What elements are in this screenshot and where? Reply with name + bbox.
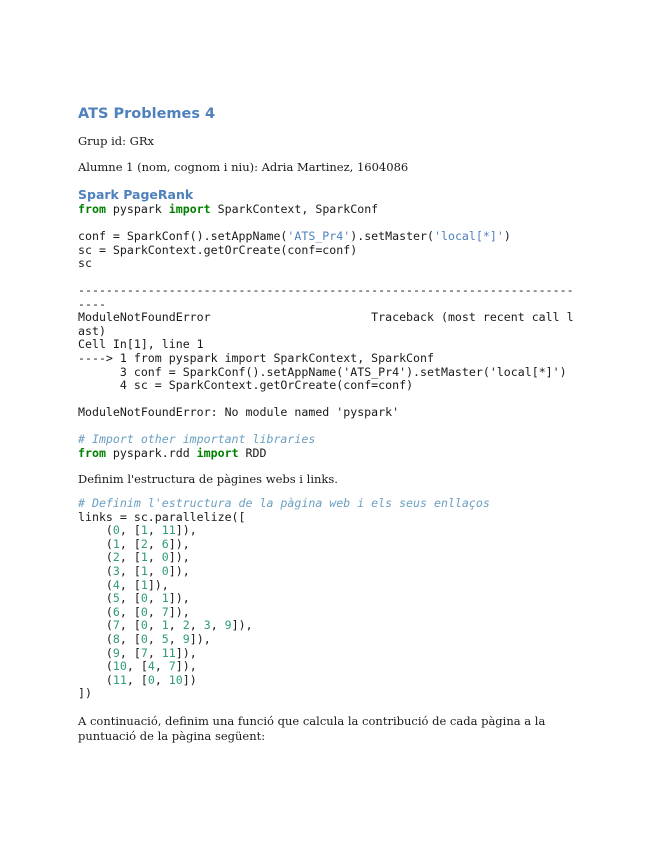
code-text: , [ <box>119 564 141 579</box>
code-text: , [ <box>126 659 148 674</box>
code-text: sc = SparkContext.getOrCreate(conf=conf) <box>78 242 358 257</box>
link-tuple <box>78 632 211 646</box>
number-literal: 0 <box>147 672 155 687</box>
notebook-page <box>78 104 578 744</box>
number-literal: 1 <box>112 536 120 551</box>
number-literal: 5 <box>161 632 169 647</box>
number-literal: 3 <box>203 618 211 633</box>
link-tuple <box>78 523 197 537</box>
link-tuple <box>78 659 197 673</box>
code-text: , [ <box>119 591 141 606</box>
link-tuple <box>78 537 190 551</box>
code-text: ( <box>78 577 113 592</box>
link-tuple <box>78 550 190 564</box>
link-tuple <box>78 591 190 605</box>
number-literal: 11 <box>112 672 127 687</box>
number-literal: 8 <box>112 632 120 647</box>
number-literal: 10 <box>112 659 127 674</box>
code-text: , <box>168 632 183 647</box>
number-literal: 2 <box>112 550 120 565</box>
link-tuple <box>78 673 197 687</box>
code-text: , <box>147 618 162 633</box>
number-literal: 0 <box>112 523 120 538</box>
code-text: , <box>147 604 162 619</box>
number-literal: 10 <box>168 672 183 687</box>
code-text: , [ <box>119 632 141 647</box>
code-text: ]), <box>231 618 253 633</box>
number-literal: 7 <box>140 645 148 660</box>
keyword: import <box>196 445 239 460</box>
code-text: pyspark <box>105 202 169 216</box>
code-text: , [ <box>119 550 141 565</box>
number-literal: 11 <box>161 523 176 538</box>
keyword: import <box>168 202 211 216</box>
code-text: ( <box>78 550 113 565</box>
number-literal: 0 <box>140 591 148 606</box>
link-tuple <box>78 646 197 660</box>
number-literal: 2 <box>140 536 148 551</box>
code-text: , <box>147 591 162 606</box>
code-cell-links <box>78 497 578 701</box>
number-literal: 6 <box>112 604 120 619</box>
code-text: ( <box>78 659 113 674</box>
link-tuple <box>78 578 169 592</box>
code-text: , <box>210 618 225 633</box>
number-literal: 1 <box>140 564 148 579</box>
number-literal: 0 <box>140 604 148 619</box>
code-comment: # Import other important libraries <box>78 431 316 446</box>
code-text: ]), <box>168 564 190 579</box>
string-literal: 'local[*]' <box>434 229 504 244</box>
code-text: ( <box>78 523 113 538</box>
code-text: ]), <box>168 591 190 606</box>
code-text: conf = SparkConf().setAppName( <box>78 229 288 244</box>
code-text: ]), <box>175 659 197 674</box>
code-text: , <box>147 536 162 551</box>
code-text: ]), <box>175 645 197 660</box>
paragraph-contribution: A continuació, definim una funció que calcula la contribució de cada pàgina a la puntuació de la pàgina següent: <box>78 714 546 743</box>
code-text: , <box>147 564 162 579</box>
code-text: ]), <box>168 550 190 565</box>
code-text: SparkContext, SparkConf <box>210 202 379 216</box>
code-cell-imports <box>78 433 578 460</box>
number-literal: 0 <box>161 550 169 565</box>
link-tuple <box>78 605 190 619</box>
code-text: , <box>147 550 162 565</box>
code-text: , <box>147 645 162 660</box>
code-comment: # Definim l'estructura de la pàgina web i els seus enllaços <box>78 496 490 511</box>
code-text: ( <box>78 672 113 687</box>
code-text: , [ <box>119 618 141 633</box>
code-text: links = sc.parallelize([ <box>78 509 246 524</box>
number-literal: 0 <box>140 632 148 647</box>
code-text: ( <box>78 591 113 606</box>
number-literal: 1 <box>140 577 148 592</box>
keyword: from <box>78 445 106 460</box>
number-literal: 1 <box>161 591 169 606</box>
code-text: ( <box>78 645 113 660</box>
number-literal: 4 <box>147 659 155 674</box>
code-text: ]), <box>189 632 211 647</box>
number-literal: 1 <box>161 618 169 633</box>
code-text: ( <box>78 564 113 579</box>
number-literal: 6 <box>161 536 169 551</box>
code-text: ).setMaster( <box>350 229 434 244</box>
code-text: ( <box>78 604 113 619</box>
code-text: , <box>168 618 183 633</box>
number-literal: 7 <box>112 618 120 633</box>
code-text: , <box>189 618 204 633</box>
number-literal: 9 <box>112 645 120 660</box>
code-cell-spark-setup <box>78 203 578 271</box>
link-tuple <box>78 618 253 632</box>
student-line: Alumne 1 (nom, cognom i niu): Adria Martinez, 1604086 <box>78 160 409 174</box>
number-literal: 5 <box>112 591 120 606</box>
number-literal: 7 <box>161 604 169 619</box>
code-text: , [ <box>119 645 141 660</box>
code-text: ) <box>503 229 511 244</box>
document-title: ATS Problemes 4 <box>78 106 216 122</box>
code-text: ]), <box>175 523 197 538</box>
number-literal: 7 <box>168 659 176 674</box>
paragraph-structure: Definim l'estructura de pàgines webs i links. <box>78 472 338 487</box>
code-text: ]), <box>147 577 169 592</box>
code-text: sc <box>78 256 92 271</box>
code-text: ( <box>78 632 113 647</box>
code-text: ]) <box>78 686 92 701</box>
code-text: , <box>154 672 169 687</box>
number-literal: 0 <box>161 564 169 579</box>
code-text: ( <box>78 618 113 633</box>
number-literal: 9 <box>182 632 190 647</box>
code-text: , [ <box>119 523 141 538</box>
number-literal: 11 <box>161 645 176 660</box>
group-id-line: Grup id: GRx <box>78 134 155 148</box>
code-text: , [ <box>119 604 141 619</box>
code-text: , <box>154 659 169 674</box>
string-literal: 'ATS_Pr4' <box>287 229 351 244</box>
code-text: ]), <box>168 536 190 551</box>
number-literal: 3 <box>112 564 120 579</box>
number-literal: 9 <box>224 618 232 633</box>
link-tuple <box>78 564 190 578</box>
number-literal: 0 <box>140 618 148 633</box>
code-text: RDD <box>238 445 267 460</box>
number-literal: 2 <box>182 618 190 633</box>
links-list <box>78 523 253 687</box>
code-text: pyspark.rdd <box>105 445 197 460</box>
error-output: --------------------------------------------------------------------------- ModuleNotFoundError Traceback (most recent call last) Cell In[1], line 1 ----> 1 from pyspark import SparkContext, SparkConf 3 conf = SparkConf().setAppName('ATS_Pr4').setMaster('local[*]') 4 sc = SparkContext.getOrCreate(conf=conf) ModuleNotFoundError: No module named 'pyspark' <box>78 282 574 420</box>
code-text: , [ <box>119 577 141 592</box>
keyword: from <box>78 202 106 216</box>
number-literal: 4 <box>112 577 120 592</box>
code-text: ]) <box>182 672 197 687</box>
number-literal: 1 <box>140 550 148 565</box>
number-literal: 1 <box>140 523 148 538</box>
code-text: ( <box>78 536 113 551</box>
code-text: , [ <box>119 536 141 551</box>
code-text: , [ <box>126 672 148 687</box>
code-text: , <box>147 632 162 647</box>
section-heading: Spark PageRank <box>78 187 194 202</box>
code-text: ]), <box>168 604 190 619</box>
code-text: , <box>147 523 162 538</box>
